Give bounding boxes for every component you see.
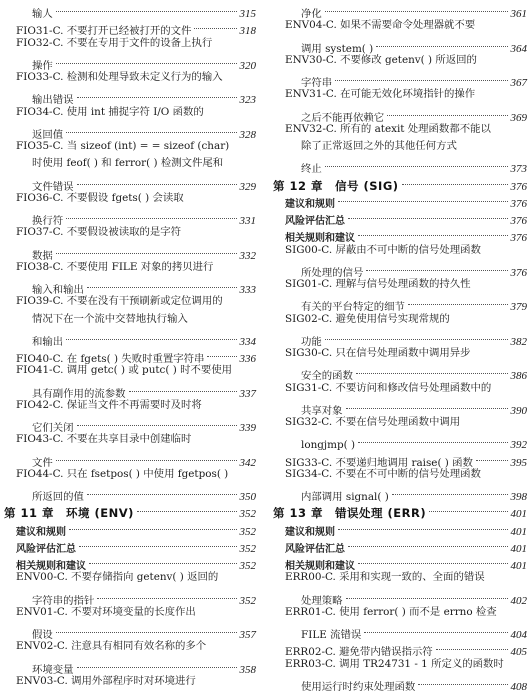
toc-page-number: 392 [510, 439, 527, 452]
toc-entry-text: 相关规则和建议 [285, 233, 355, 245]
toc-leader-dots [358, 223, 508, 241]
toc-entry-line [4, 396, 256, 414]
toc-entry-text: 假设 [32, 629, 53, 641]
toc-page-number: 352 [239, 525, 256, 538]
toc-entry-line [4, 68, 256, 86]
toc-leader-dots [476, 448, 508, 466]
toc-entry-text: FIO31-C. 不要打开已经被打开的文件 [16, 25, 192, 38]
toc-entry-line [273, 430, 527, 452]
toc-page-number: 339 [239, 422, 256, 434]
toc-entry-text: 所返回的值 [32, 491, 84, 503]
toc-entry-text: 和输出 [32, 335, 64, 348]
toc-page-number: 376 [510, 232, 527, 245]
toc-leader-dots [137, 499, 237, 517]
toc-entry-line [273, 465, 527, 483]
toc-entry-line [273, 241, 527, 259]
toc-section-entry [273, 223, 527, 245]
toc-leader-dots [402, 172, 508, 190]
toc-leader-dots [418, 672, 507, 690]
toc-entry-text: 第 12 章 信号 (SIG) [273, 178, 399, 193]
toc-leader-dots [325, 327, 508, 345]
toc-leader-dots [97, 586, 236, 604]
toc-page-number: 328 [239, 128, 256, 141]
toc-entry-line [4, 258, 256, 276]
toc-entry-text: ENV04-C. 如果不需要命令处理器就不要 [285, 19, 476, 32]
toc-entry-text: ERR01-C. 使用 ferror( ) 而不是 errno 检查 [285, 605, 497, 618]
toc-leader-dots [87, 275, 237, 293]
toc-entry-text: 相关规则和建议 [16, 561, 86, 572]
toc-entry-text: 建议和规则 [16, 526, 66, 538]
toc-leader-dots [346, 396, 508, 414]
toc-entry-text: 情况下在一个流中交替地执行输入 [32, 312, 188, 325]
toc-entry-line [4, 361, 256, 379]
toc-entry-line [4, 637, 256, 655]
toc-entry-text: ENV00-C. 不要存储指向 getenv( ) 返回的 [16, 571, 219, 584]
toc-entry-line [4, 241, 256, 262]
toc-entry-text: 有关的平台特定的细节 [301, 301, 405, 314]
toc-entry-text: 它们关闭 [32, 422, 74, 434]
toc-entry-text: longjmp( ) [301, 439, 356, 452]
toc-page-number: 401 [510, 542, 527, 555]
toc-leader-dots [56, 620, 237, 638]
toc-entry-line [273, 275, 527, 293]
toc-entry-line [273, 448, 527, 469]
toc-entry-line [273, 0, 527, 20]
toc-entry-text: SIG30-C. 只在信号处理函数中调用异步 [285, 347, 471, 359]
toc-entry-text: 安全的函数 [301, 370, 353, 383]
toc-leader-dots [358, 430, 507, 448]
toc-entry-line [273, 327, 527, 348]
toc-entry-text: SIG02-C. 避免使用信号实现常规的 [285, 312, 450, 325]
toc-page-number: 352 [239, 508, 256, 521]
toc-entry-line [4, 85, 256, 107]
toc-entry-line [273, 379, 527, 397]
toc-chapter-heading [273, 172, 527, 193]
toc-entry-text: FIO43-C. 不要在共享目录中创建临时 [16, 433, 192, 446]
toc-leader-dots [358, 551, 508, 569]
toc-entry-line [4, 189, 256, 207]
toc-leader-dots [335, 68, 507, 86]
toc-entry-text: FIO35-C. 当 sizeof (int) = = sizeof (char) [16, 140, 230, 152]
toc-entry-line [273, 34, 527, 55]
toc-entry-line [4, 120, 256, 141]
toc-page-number: 318 [239, 25, 256, 38]
toc-entry-line [4, 137, 256, 155]
toc-entry-line [4, 344, 256, 365]
toc-entry-line [4, 172, 256, 193]
toc-entry-line [273, 137, 527, 155]
toc-entry-text: 字符串的指针 [32, 594, 95, 607]
toc-leader-dots [77, 172, 237, 190]
toc-page-number: 401 [510, 508, 527, 521]
toc-entry-line [273, 51, 527, 69]
toc-entry-line [4, 413, 256, 434]
toc-page-number: 395 [510, 456, 527, 469]
toc-entry-text: 处理策略 [301, 594, 343, 607]
toc-entry-text: 数据 [32, 249, 53, 262]
toc-leader-dots [129, 379, 237, 397]
toc-entry-text: ERR02-C. 避免带内错误指示符 [285, 646, 433, 659]
toc-entry-line [4, 327, 256, 348]
toc-entry-text: ENV31-C. 在可能无效化环境指针的操作 [285, 88, 476, 101]
toc-entry-text: 相关规则和建议 [285, 561, 355, 572]
toc-entry-line [4, 275, 256, 296]
toc-entry-line [4, 206, 256, 227]
toc-leader-dots [77, 85, 237, 103]
toc-entry-text: FIO36-C. 不要假设 fgets( ) 会读取 [16, 191, 184, 204]
toc-entry-text: FIO41-C. 调用 getc( ) 或 putc( ) 时不要使用 [16, 364, 233, 377]
toc-entry-line [4, 34, 256, 52]
toc-leader-dots [77, 655, 237, 673]
toc-entry-line [4, 51, 256, 72]
toc-entry-line [4, 465, 256, 483]
toc-leader-dots [66, 120, 236, 138]
toc-entry-text: 操作 [32, 59, 53, 72]
toc-leader-dots [338, 189, 508, 207]
toc-page-number: 329 [239, 180, 256, 193]
toc-entry-line [4, 103, 256, 121]
toc-entry-line [273, 603, 527, 621]
toc-page-number: 320 [239, 59, 256, 72]
toc-entry-line [4, 482, 256, 503]
toc-entry-text: FIO39-C. 不要在没有干预刷新或定位调用的 [16, 295, 223, 308]
toc-entry-text: ENV30-C. 不要修改 getenv( ) 所返回的 [285, 53, 477, 66]
toc-leader-dots [56, 51, 237, 69]
toc-section-entry [273, 206, 527, 227]
toc-leader-dots [356, 361, 508, 379]
toc-entry-line [273, 16, 527, 34]
toc-entry-text: 具有副作用的流参数 [32, 387, 126, 400]
toc-entry-text: 文件 [32, 456, 53, 469]
toc-leader-dots [348, 206, 508, 224]
toc-page-number: 401 [510, 525, 527, 538]
toc-page-number: 398 [510, 491, 527, 503]
toc-entry-text: 建议和规则 [285, 198, 335, 210]
toc-leader-dots [392, 482, 508, 500]
toc-leader-dots [79, 534, 237, 552]
toc-leader-dots [325, 154, 508, 172]
toc-page-number: 336 [239, 353, 256, 365]
toc-entry-text: 换行符 [32, 215, 64, 227]
toc-leader-dots [56, 241, 237, 259]
toc-entry-line [273, 637, 527, 659]
toc-entry-text: 字符串 [301, 77, 333, 89]
toc-entry-text: 返回值 [32, 128, 64, 141]
toc-page-number: 358 [239, 663, 256, 676]
toc-page-number: 352 [239, 560, 256, 572]
toc-leader-dots [364, 620, 507, 638]
toc-entry-line [273, 655, 527, 673]
toc-leader-dots [207, 344, 236, 362]
toc-page-number: 332 [239, 249, 256, 262]
toc-page-number: 367 [510, 77, 527, 89]
toc-entry-text: 输出错误 [32, 94, 74, 107]
toc-entry-text: 文件错误 [32, 180, 74, 193]
toc-page-number: 364 [510, 42, 527, 55]
toc-leader-dots [87, 482, 237, 500]
toc-entry-text: SIG31-C. 不要访问和修改信号处理函数中的 [285, 381, 492, 394]
toc-entry-text: 终止 [301, 163, 322, 176]
toc-leader-dots [338, 517, 508, 535]
toc-leader-dots [66, 206, 236, 224]
toc-page-number: 401 [510, 560, 527, 572]
toc-section-entry [4, 517, 256, 538]
toc-entry-text: 风险评估汇总 [285, 216, 345, 227]
toc-entry-text: 调用 system( ) [301, 42, 374, 55]
toc-entry-line [273, 68, 527, 89]
toc-page-number: 382 [510, 335, 527, 348]
toc-entry-text: SIG34-C. 不要在不可中断的信号处理函数 [285, 467, 481, 480]
toc-entry-line [273, 103, 527, 124]
toc-section-entry [4, 551, 256, 572]
toc-page-number: 408 [510, 680, 527, 693]
toc-entry-line [4, 672, 256, 690]
toc-page-number: 373 [510, 163, 527, 176]
toc-page-number: 352 [239, 542, 256, 555]
toc-entry-text: 内部调用 signal( ) [301, 491, 389, 503]
toc-page-number: 376 [510, 180, 527, 193]
toc-page-number: 350 [239, 491, 256, 503]
toc-section-entry [273, 189, 527, 210]
toc-entry-text: ERR03-C. 调用 TR24731 - 1 所定义的函数时 [285, 657, 504, 670]
toc-entry-text: 输人 [32, 8, 53, 20]
toc-entry-text: SIG00-C. 屏蔽由不可中断的信号处理函数 [285, 243, 481, 256]
toc-entry-line [4, 292, 256, 310]
toc-entry-text: 净化 [301, 8, 322, 20]
toc-leader-dots [348, 534, 508, 552]
toc-page-number: 376 [510, 197, 527, 210]
toc-entry-text: 风险评估汇总 [16, 543, 76, 555]
toc-page-number: 402 [510, 594, 527, 607]
toc-leader-dots [436, 637, 508, 655]
toc-entry-line [4, 603, 256, 621]
toc-leader-dots [69, 517, 237, 535]
toc-page-number: 323 [239, 94, 256, 107]
toc-page-number: 369 [510, 111, 527, 124]
toc-entry-text: FIO38-C. 不要使用 FILE 对象的拷贝进行 [16, 260, 214, 273]
toc-section-entry [273, 534, 527, 555]
toc-entry-line [4, 154, 256, 172]
toc-leader-dots [429, 499, 507, 517]
toc-page-number: 315 [239, 8, 256, 20]
toc-entry-line [273, 586, 527, 607]
toc-entry-line [273, 361, 527, 383]
toc-entry-text: FIO42-C. 保证当文件不再需要时及时将 [16, 398, 202, 411]
toc-entry-text: 输入和输出 [32, 284, 84, 296]
toc-chapter-heading [4, 499, 256, 521]
toc-page-number: 342 [239, 456, 256, 469]
toc-entry-line [4, 379, 256, 400]
toc-entry-text: SIG01-C. 理解与信号处理函数的持久性 [285, 278, 471, 290]
toc-page-number: 379 [510, 301, 527, 314]
toc-page-number: 405 [510, 646, 527, 659]
toc-page-number: 376 [510, 215, 527, 227]
toc-entry-text: ERR00-C. 采用和实现一致的、全面的错误 [285, 571, 485, 584]
toc-section-entry [4, 534, 256, 555]
toc-page-number: 376 [510, 266, 527, 279]
toc-leader-dots [325, 0, 508, 17]
toc-leader-dots [89, 551, 237, 569]
toc-entry-line [273, 344, 527, 362]
toc-page-number: 386 [510, 370, 527, 383]
toc-entry-line [273, 413, 527, 431]
toc-entry-text: SIG33-C. 不要递归地调用 raise( ) 函数 [285, 456, 473, 469]
toc-leader-dots [56, 448, 237, 466]
toc-entry-line [273, 85, 527, 103]
toc-entry-line [273, 154, 527, 176]
toc-entry-text: 建议和规则 [285, 526, 335, 538]
toc-entry-text: 所处理的信号 [301, 266, 364, 279]
toc-page-number: 357 [239, 629, 256, 641]
toc-entry-text: FILE 流错误 [301, 629, 362, 641]
toc-entry-text: 环境变量 [32, 663, 74, 676]
toc-entry-line [4, 16, 256, 38]
toc-entry-text: 第 13 章 错误处理 (ERR) [273, 506, 427, 521]
toc-leader-dots [346, 586, 508, 604]
toc-page-number: 334 [239, 335, 256, 348]
toc-entry-text: 功能 [301, 335, 322, 348]
toc-page-number: 361 [510, 8, 527, 20]
toc-entry-line [4, 430, 256, 448]
toc-entry-text: FIO37-C. 不要假设被读取的是字符 [16, 226, 182, 239]
toc-entry-line [273, 482, 527, 503]
toc-entry-text: SIG32-C. 不要在信号处理函数中调用 [285, 416, 461, 428]
toc-entry-text: 风险评估汇总 [285, 543, 345, 555]
toc-entry-text: FIO40-C. 在 fgets( ) 失败时重置字符串 [16, 353, 205, 365]
toc-leader-dots [387, 103, 507, 121]
toc-entry-text: ENV03-C. 调用外部程序时对环境进行 [16, 674, 196, 687]
toc-page-number: 331 [239, 215, 256, 227]
toc-entry-line [4, 0, 256, 20]
toc-entry-text: FIO34-C. 使用 int 捕捉字符 I/O 函数的 [16, 105, 204, 118]
toc-entry-text: ENV02-C. 注意具有相同有效名称的多个 [16, 640, 207, 653]
toc-entry-line [4, 620, 256, 641]
toc-entry-line [273, 120, 527, 138]
toc-entry-line [273, 396, 527, 417]
toc-entry-text: 时使用 feof( ) 和 ferror( ) 检测文件尾和 [32, 157, 224, 170]
toc-leader-dots [77, 413, 237, 431]
toc-entry-text: 共享对象 [301, 404, 343, 417]
toc-page-number: 337 [239, 387, 256, 400]
toc-entry-text: 使用运行时约束处理函数 [301, 680, 416, 693]
toc-entry-text: 除了正常返回之外的其他任何方式 [301, 140, 457, 152]
toc-leader-dots [366, 258, 507, 276]
toc-entry-line [4, 568, 256, 586]
toc-page-number: 352 [239, 594, 256, 607]
toc-leader-dots [194, 16, 236, 34]
toc-page-number: 390 [510, 404, 527, 417]
toc-leader-dots [56, 0, 237, 17]
toc-section-entry [273, 551, 527, 572]
toc-entry-line [4, 655, 256, 676]
toc-entry-line [273, 620, 527, 641]
toc-entry-text: ENV01-C. 不要对环境变量的长度作出 [16, 605, 196, 618]
toc-entry-text: FIO33-C. 检测和处理导致未定义行为的输入 [16, 71, 223, 83]
toc-entry-line [273, 258, 527, 279]
toc-leader-dots [376, 34, 507, 52]
toc-chapter-heading [273, 499, 527, 521]
toc-entry-text: FIO32-C. 不要在专用于文件的设备上执行 [16, 36, 213, 49]
toc-leader-dots [66, 327, 236, 345]
toc-entry-line [4, 223, 256, 241]
toc-entry-line [273, 292, 527, 314]
toc-entry-text: FIO44-C. 只在 fsetpos( ) 中使用 fgetpos( ) [16, 467, 229, 480]
toc-section-entry [273, 517, 527, 538]
toc-page-number: 404 [510, 629, 527, 641]
toc-entry-line [4, 586, 256, 607]
toc-entry-line [273, 672, 527, 693]
toc-entry-line [273, 568, 527, 586]
toc-leader-dots [408, 292, 508, 310]
toc-entry-line [4, 310, 256, 328]
toc-page-number: 333 [239, 284, 256, 296]
toc-entry-text: 之后不能再依赖它 [301, 111, 385, 124]
toc-entry-text: 第 11 章 环境 (ENV) [4, 506, 134, 521]
toc-entry-line [4, 448, 256, 469]
toc-entry-text: ENV32-C. 所有的 atexit 处理函数都不能以 [285, 122, 491, 135]
toc-entry-line [273, 310, 527, 328]
